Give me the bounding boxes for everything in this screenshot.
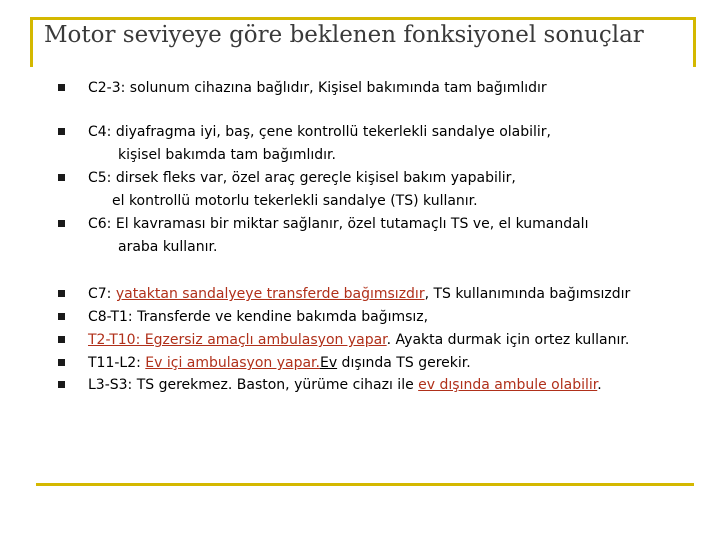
item-l3s3 xyxy=(88,376,602,394)
c7-suffix: , TS kullanımında bağımsızdır xyxy=(424,286,631,302)
item-t11l2 xyxy=(88,354,471,372)
item-c4-line2: kişisel bakımda tam bağımlıdır. xyxy=(118,147,336,163)
l3s3-suffix: . xyxy=(597,377,602,393)
l3s3-prefix: L3-S3: TS gerekmez. Baston, yürüme cihazı ile xyxy=(88,377,419,393)
slide-title: Motor seviyeye göre beklenen fonksiyonel sonuçlar xyxy=(44,22,644,48)
bullet-t2t10 xyxy=(58,336,65,343)
bullet-c5 xyxy=(58,174,65,181)
l3s3-link[interactable]: ev dışında ambule olabilir xyxy=(418,377,598,393)
c7-prefix: C7: xyxy=(88,286,116,302)
item-c4-line1: C4: diyafragma iyi, baş, çene kontrollü tekerlekli sandalye olabilir, xyxy=(88,124,551,140)
t11l2-link-2[interactable]: Ev xyxy=(319,355,338,371)
item-c8t1: C8-T1: Transferde ve kendine bakımda bağımsız, xyxy=(88,309,429,325)
t2t10-suffix: . Ayakta durmak için ortez kullanır. xyxy=(386,332,630,348)
title-frame-right xyxy=(693,17,696,67)
t11l2-suffix: dışında TS gerekir. xyxy=(337,355,471,371)
item-c2c3: C2-3: solunum cihazına bağlıdır, Kişisel bakımında tam bağımlıdır xyxy=(88,80,547,96)
t11l2-prefix: T11-L2: xyxy=(88,355,146,371)
item-c5-line2: el kontrollü motorlu tekerlekli sandalye (TS) kullanır. xyxy=(112,193,478,209)
title-frame-top xyxy=(30,17,696,20)
item-c7 xyxy=(88,285,630,303)
c7-link[interactable]: yataktan sandalyeye transferde bağımsızdır xyxy=(115,286,425,302)
t11l2-link-1[interactable]: Ev içi ambulasyon yapar. xyxy=(145,355,320,371)
bullet-c4 xyxy=(58,128,65,135)
item-c6-line2: araba kullanır. xyxy=(118,239,218,255)
bullet-c8t1 xyxy=(58,313,65,320)
bullet-c7 xyxy=(58,290,65,297)
t2t10-link[interactable]: T2-T10: Egzersiz amaçlı ambulasyon yapar xyxy=(88,332,387,348)
bullet-c6 xyxy=(58,220,65,227)
title-frame-left xyxy=(30,17,33,67)
bottom-divider xyxy=(36,483,694,486)
bullet-c2c3 xyxy=(58,84,65,91)
item-c5-line1: C5: dirsek fleks var, özel araç gereçle kişisel bakım yapabilir, xyxy=(88,170,516,186)
item-c6-line1: C6: El kavraması bir miktar sağlanır, özel tutamaçlı TS ve, el kumandalı xyxy=(88,216,589,232)
bullet-t11l2 xyxy=(58,359,65,366)
bullet-l3s3 xyxy=(58,381,65,388)
item-t2t10 xyxy=(88,331,629,349)
